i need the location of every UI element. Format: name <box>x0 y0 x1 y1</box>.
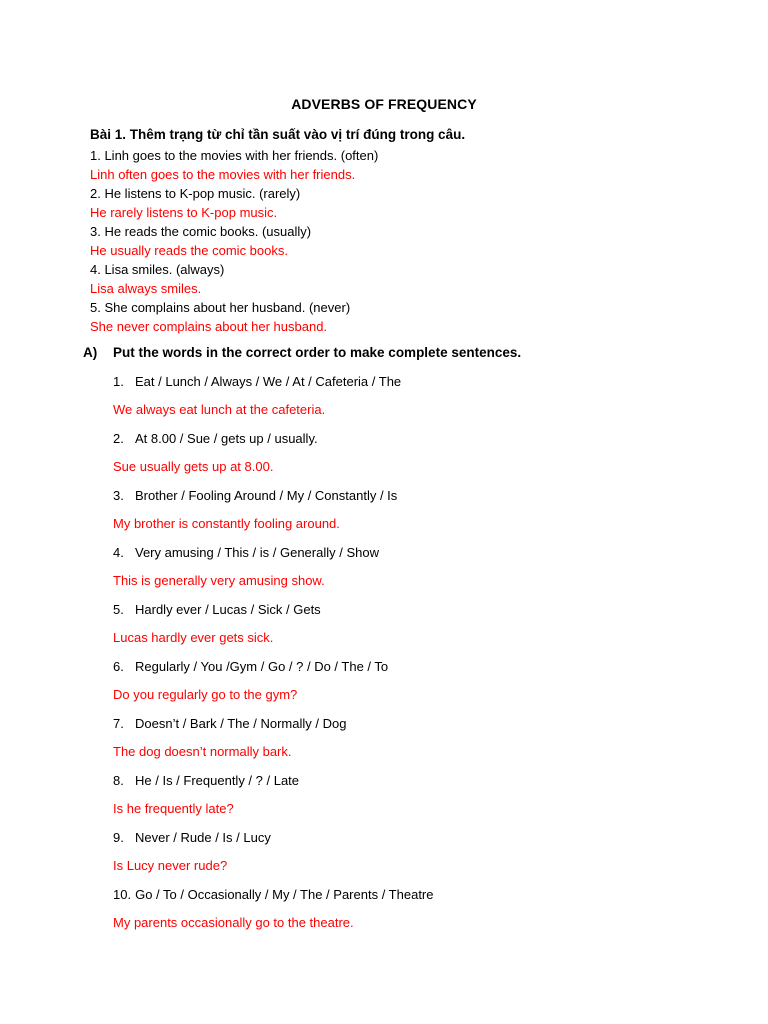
item-number: 5. <box>113 602 124 617</box>
exercise1-answer: Linh often goes to the movies with her friends. <box>90 167 356 182</box>
list-item <box>113 486 434 543</box>
exercise1-answer: He usually reads the comic books. <box>90 243 288 258</box>
section-a-list <box>113 372 434 942</box>
item-answer: Lucas hardly ever gets sick. <box>113 630 274 645</box>
list-item <box>113 600 434 657</box>
section-a-heading <box>83 345 521 360</box>
item-number: 6. <box>113 659 124 674</box>
list-item <box>113 657 434 714</box>
item-answer: This is generally very amusing show. <box>113 573 325 588</box>
page-title: ADVERBS OF FREQUENCY <box>291 96 477 112</box>
exercise1-question: 5. She complains about her husband. (never) <box>90 300 351 315</box>
item-answer: We always eat lunch at the cafeteria. <box>113 402 326 417</box>
item-number: 9. <box>113 830 124 845</box>
item-words: Go / To / Occasionally / My / The / Parents / Theatre <box>135 887 434 902</box>
exercise1-list <box>90 146 378 336</box>
item-words: He / Is / Frequently / ? / Late <box>135 773 300 788</box>
item-number: 3. <box>113 488 124 503</box>
section-a-marker: A) <box>83 345 98 360</box>
item-words: Regularly / You /Gym / Go / ? / Do / The / To <box>135 659 389 674</box>
item-answer: My brother is constantly fooling around. <box>113 516 340 531</box>
item-number: 1. <box>113 374 124 389</box>
item-answer: Do you regularly go to the gym? <box>113 687 298 702</box>
item-words: Eat / Lunch / Always / We / At / Cafeteria / The <box>135 374 402 389</box>
exercise1-question: 3. He reads the comic books. (usually) <box>90 224 312 239</box>
list-item <box>113 828 434 885</box>
list-item <box>113 714 434 771</box>
exercise1-answer: Lisa always smiles. <box>90 281 202 296</box>
exercise1-question: 4. Lisa smiles. (always) <box>90 262 225 277</box>
item-answer: My parents occasionally go to the theatre. <box>113 915 354 930</box>
item-number: 8. <box>113 773 124 788</box>
exercise1-question: 2. He listens to K-pop music. (rarely) <box>90 186 301 201</box>
exercise1-answer: He rarely listens to K-pop music. <box>90 205 278 220</box>
section-a-heading-text: Put the words in the correct order to make complete sentences. <box>113 345 522 360</box>
item-words: Hardly ever / Lucas / Sick / Gets <box>135 602 321 617</box>
list-item <box>113 372 434 429</box>
item-answer: The dog doesn’t normally bark. <box>113 744 292 759</box>
item-number: 4. <box>113 545 124 560</box>
item-answer: Is Lucy never rude? <box>113 858 228 873</box>
list-item <box>113 429 434 486</box>
item-words: At 8.00 / Sue / gets up / usually. <box>135 431 318 446</box>
list-item <box>113 885 434 942</box>
exercise1-heading: Bài 1. Thêm trạng từ chỉ tần suất vào vị trí đúng trong câu. <box>90 127 466 142</box>
item-words: Never / Rude / Is / Lucy <box>135 830 271 845</box>
item-number: 10. <box>113 887 132 902</box>
item-words: Brother / Fooling Around / My / Constantly / Is <box>135 488 398 503</box>
exercise1-answer: She never complains about her husband. <box>90 319 328 334</box>
item-words: Doesn’t / Bark / The / Normally / Dog <box>135 716 347 731</box>
item-number: 2. <box>113 431 124 446</box>
exercise1-question: 1. Linh goes to the movies with her friends. (often) <box>90 148 379 163</box>
item-words: Very amusing / This / is / Generally / Show <box>135 545 379 560</box>
item-answer: Sue usually gets up at 8.00. <box>113 459 274 474</box>
list-item <box>113 771 434 828</box>
item-answer: Is he frequently late? <box>113 801 234 816</box>
item-number: 7. <box>113 716 124 731</box>
list-item <box>113 543 434 600</box>
